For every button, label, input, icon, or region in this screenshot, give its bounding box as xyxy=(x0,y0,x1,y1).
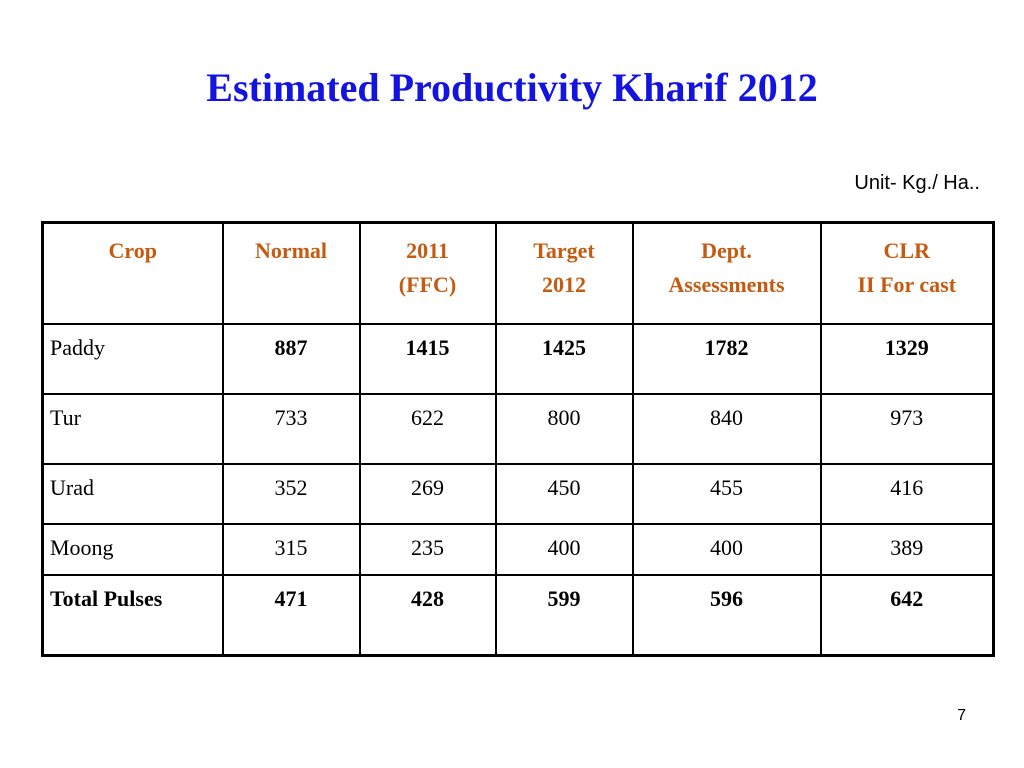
table-cell: 1782 xyxy=(633,324,821,394)
table-cell-crop: Moong xyxy=(43,524,223,575)
table-cell: 235 xyxy=(360,524,496,575)
table-row-total-pulses xyxy=(43,575,994,656)
table-cell: 733 xyxy=(223,394,360,464)
table-header-row xyxy=(43,223,994,324)
table-cell-crop: Total Pulses xyxy=(43,575,223,656)
table-cell: 471 xyxy=(223,575,360,656)
table-cell: 840 xyxy=(633,394,821,464)
table-cell-crop: Urad xyxy=(43,464,223,524)
table-cell-crop: Paddy xyxy=(43,324,223,394)
header-2011-ffc: 2011 (FFC) xyxy=(360,223,496,324)
table-cell: 596 xyxy=(633,575,821,656)
table-cell: 1415 xyxy=(360,324,496,394)
page-number: 7 xyxy=(957,707,966,724)
table-cell: 416 xyxy=(821,464,994,524)
table-cell: 269 xyxy=(360,464,496,524)
table-cell: 455 xyxy=(633,464,821,524)
table-cell: 1425 xyxy=(496,324,633,394)
unit-label: Unit- Kg./ Ha.. xyxy=(854,172,980,194)
header-clr-forecast: CLR II For cast xyxy=(821,223,994,324)
table-cell: 642 xyxy=(821,575,994,656)
table-cell: 1329 xyxy=(821,324,994,394)
table-cell: 622 xyxy=(360,394,496,464)
productivity-table xyxy=(41,221,995,657)
table-cell: 400 xyxy=(633,524,821,575)
table-cell: 450 xyxy=(496,464,633,524)
slide-title: Estimated Productivity Kharif 2012 xyxy=(206,65,818,110)
header-normal: Normal xyxy=(223,223,360,324)
table-cell: 887 xyxy=(223,324,360,394)
table-row-urad xyxy=(43,464,994,524)
table-cell: 428 xyxy=(360,575,496,656)
table-cell: 973 xyxy=(821,394,994,464)
table-cell: 389 xyxy=(821,524,994,575)
table-cell: 352 xyxy=(223,464,360,524)
table-row-moong xyxy=(43,524,994,575)
table-cell: 599 xyxy=(496,575,633,656)
table-row-paddy xyxy=(43,324,994,394)
table-cell: 800 xyxy=(496,394,633,464)
table-cell: 315 xyxy=(223,524,360,575)
table-cell-crop: Tur xyxy=(43,394,223,464)
header-crop: Crop xyxy=(43,223,223,324)
table-cell: 400 xyxy=(496,524,633,575)
table-row-tur xyxy=(43,394,994,464)
header-dept-assessments: Dept. Assessments xyxy=(633,223,821,324)
header-target-2012: Target 2012 xyxy=(496,223,633,324)
